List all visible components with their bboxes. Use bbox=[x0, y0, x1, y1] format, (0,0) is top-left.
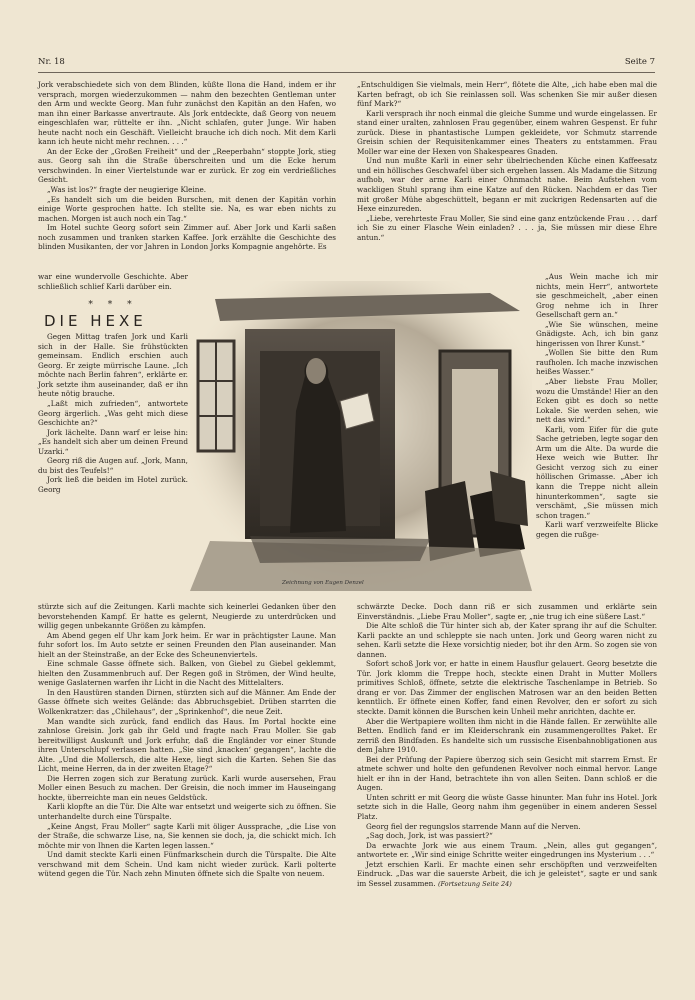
paragraph: „Es handelt sich um die beiden Burschen, mit denen der Kapitän vorhin einige Worte gesprochen hatte. Ich stellte sie. Na, es war eben nichts zu machen. Morgen ist auch noch ein Tag.“ bbox=[38, 194, 336, 223]
paragraph bbox=[357, 860, 657, 890]
paragraph: „Wie Sie wünschen, meine Gnädigste. Ach, ich bin ganz hingerissen von Ihrer Kunst.“ bbox=[536, 319, 658, 348]
page-header bbox=[38, 57, 655, 71]
paragraph: Die Alte schloß die Tür hinter sich ab, der Kater sprang ihr auf die Schulter. Karli packte an und schleppte sie nach unten. Jork und Georg waren nicht zu sehen. Karli setzte die Hexe vorsichtig nieder, bot ihr den Arm. So zogen sie von dannen. bbox=[357, 621, 657, 659]
illustration-caption: Zeichnung von Eugen Denzel bbox=[282, 580, 364, 586]
floor-shadow bbox=[250, 536, 430, 563]
paragraph: war eine wundervolle Geschichte. Aber schließlich schlief Karli darüber ein. bbox=[38, 272, 188, 291]
paragraph: Im Hotel suchte Georg sofort sein Zimmer auf. Aber Jork und Karli saßen noch zusammen und tranken starken Kaffee. Jork erzählte die Geschichte des blinden Musikanten, der vor Jahren in London Jorks Kompagnie angehörte. Es bbox=[38, 223, 336, 252]
paragraph: Karli klopfte an die Tür. Die Alte war entsetzt und weigerte sich zu öffnen. Sie unterhandelte durch eine Türspalte. bbox=[38, 802, 336, 822]
paragraph: Aber die Wertpapiere wollten ihm nicht in die Hände fallen. Er zerwühlte alle Betten. Endlich fand er im Kleiderschrank ein zusammengerolltes Paket. Er zerriß den Bindfaden. Es handelte sich um russische Eisenbahnobligationen aus dem Jahre 1910. bbox=[357, 716, 657, 755]
paragraph: Jork ließ die beiden im Hotel zurück. Georg bbox=[38, 475, 188, 494]
paragraph: Georg riß die Augen auf. „Jork, Mann, du bist des Teufels!“ bbox=[38, 456, 188, 475]
paragraph: Jork lächelte. Dann warf er leise hin: „Es handelt sich aber um deinen Freund Uzarki.“ bbox=[38, 427, 188, 456]
paragraph: „Wollen Sie bitte den Rum raufholen. Ich mache inzwischen heißes Wasser.“ bbox=[536, 348, 658, 377]
paragraph: Georg fiel der regungslos starrende Mann auf die Nerven. bbox=[366, 821, 581, 831]
paragraph: Karli, vom Eifer für die gute Sache getrieben, legte sogar den Arm um die Alte. Da wurde die Hexe weich wie Butter. Ihr Gesicht verzog sich zu einer höllischen Grimasse. „Aber ich kann die Treppe nicht allein hinunterkommen“, sagte sie verschämt, „Sie müssen mich schon tragen.“ bbox=[536, 424, 658, 520]
paragraph: Da erwachte Jork wie aus einem Traum. „Nein, alles gut gegangen“, antwortete er. „Wir sind einige Schritte weiter eingedrungen ins Mysterium . . .“ bbox=[357, 840, 657, 860]
paragraph: „Aus Wein mache ich mir nichts, mein Herr“, antwortete sie geschmeichelt, „aber einen Grog nehme ich in Ihrer Gesellschaft gern an.“ bbox=[536, 272, 658, 320]
paragraph: Jork verabschiedete sich von dem Blinden, küßte Ilona die Hand, indem er ihr versprach, morgen wiederzukommen — nahm den bezechten Gentleman unter den Arm und weckte Georg. Man fuhr zunächst den Kapitän an den Hafen, wo man ihn einer Barkasse anvertraute. Als Jork entdeckte, daß Georg von neuem eingeschlafen war, rüttelte er ihn. „Nicht schlafen, guter Junge. Wir haben heute nacht noch ein Geschäft. Vielleicht brauche ich dich noch. Mit dem Karli kann ich heute nicht mehr rechnen. . . .“ bbox=[38, 80, 336, 147]
section-divider: * * * bbox=[88, 300, 138, 311]
section-heading: DIE HEXE bbox=[44, 311, 147, 330]
page-number: Seite 7 bbox=[624, 57, 655, 67]
paragraph: „Laßt mich zufrieden“, antwortete Georg ärgerlich. „Was geht mich diese Geschichte an?“ bbox=[38, 399, 188, 428]
paragraph: Und nun mußte Karli in einer sehr übelriechenden Küche einen Kaffeesatz und ein höllisches Geschwafel über sich ergehen lassen. Als Madame die Sitzung aufhob, war der arme Karli einer Ohnmacht nahe. Beim Aufstehen vom wackligen Stuhl sprang ihm eine Katze auf den Rücken. Nachdem er das Tier mit großer Mühe abgeschüttelt, begann er mit zuckrigen Redensarten auf die Hexe einzureden. bbox=[357, 156, 657, 214]
continuation-note: (Fortsetzung Seite 24) bbox=[437, 879, 512, 888]
header-rule bbox=[38, 72, 655, 73]
right-column-bottom bbox=[357, 602, 657, 889]
paragraph: „Entschuldigen Sie vielmals, mein Herr“, flötete die Alte, „ich habe eben mal die Karten befragt, ob ich Sie reinlassen soll. Was schenken Sie mir außer diesen fünf Mark?“ bbox=[357, 80, 657, 109]
left-column-middle bbox=[38, 272, 188, 494]
paragraph: „Aber liebste Frau Moller, wozu die Umstände! Hier an den Ecken gibt es doch so nette Lokale. Sie werden sehen, wie nett das wird.“ bbox=[536, 377, 658, 425]
paragraph: Am Abend gegen elf Uhr kam Jork heim. Er war in prächtigster Laune. Man fuhr sofort los. Im Auto setzte er seinen Freunden den Plan auseinander. Man hielt an der Steinstraße, an der Ecke des Scheunenviertels. bbox=[38, 630, 336, 659]
paragraph: Karli versprach ihr noch einmal die gleiche Summe und wurde eingelassen. Er stand einer uralten, zahnlosen Frau gegenüber, einem wahren Gespenst. Er fuhr zurück. Diese in phantastische Lumpen gekleidete, vor Schmutz starrende Greisin schien der Requisitenkammer eines Theaters zu entstammen. Frau Moller war eine der Hexen von Shakespeares Gnaden. bbox=[357, 108, 657, 156]
paragraph: „Keine Angst, Frau Moller“ sagte Karli mit öliger Aussprache, „die Lise von der Straße, die schwarze Lise, na, Sie kennen sie doch, ja, die schickt mich. Ich möchte mir von Ihnen die Karten legen lassen.“ bbox=[38, 821, 336, 850]
paragraph: schwärzte Decke. Doch dann riß er sich zusammen und erklärte sein Einverständnis. „Liebe Frau Moller“, sagte er, „nie trug ich eine süßere Last.“ bbox=[357, 602, 657, 621]
paragraph: Sofort schoß Jork vor, er hatte in einem Hausflur gelauert. Georg besetzte die Tür. Jork klomm die Treppe hoch, steckte einen Draht in Mutter Mollers primitives Schloß, öffnete, setzte die elektrische Taschenlampe in Betrieb. So drang er vor. Das Zimmer der englischen Matrosen war an den beiden Betten kenntlich. Er öffnete einen Koffer, fand einen Revolver, den er sofort zu sich steckte. Damit können die Burschen kein Unheil mehr anrichten, dachte er. bbox=[357, 659, 657, 717]
paragraph-text: Jetzt erschien Karli. Er machte einen sehr erschöpften und verzweifelten Eindruck. „Das war die sauerste Arbeit, die ich je geleistet“, sagte er und sank im Sessel zusammen. bbox=[357, 859, 657, 888]
paragraph: Gegen Mittag trafen Jork und Karli sich in der Halle. Sie frühstückten gemeinsam. Endlich erschien auch Georg. Er zeigte mürrische Laune. „Ich möchte nach Berlin fahren“, erklärte er. Jork setzte ihm auseinander, daß er ihn heute nötig brauche. bbox=[38, 332, 188, 399]
paragraph: „Was ist los?“ fragte der neugierige Kleine. bbox=[47, 185, 207, 195]
left-column-bottom bbox=[38, 602, 336, 879]
right-column-top bbox=[357, 80, 657, 242]
right-column-middle bbox=[536, 272, 658, 539]
paragraph: Bei der Prüfung der Papiere überzog sich sein Gesicht mit starrem Ernst. Er atmete schwer und holte den gefundenen Revolver noch einmal hervor. Lange hielt er ihn in der Hand, betrachtete ihn von allen Seiten. Dann schloß er die Augen. bbox=[357, 754, 657, 793]
issue-number: Nr. 18 bbox=[38, 57, 65, 67]
paragraph: Unten schritt er mit Georg die wüste Gasse hinunter. Man fuhr ins Hotel. Jork setzte sich in die Halle, Georg nahm ihm gegenüber in einem anderen Sessel Platz. bbox=[357, 792, 657, 822]
paragraph: „Liebe, verehrteste Frau Moller, Sie sind eine ganz entzückende Frau . . . darf ich Sie zu einer Flasche Wein einladen? . . . ja, Sie müssen mir diese Ehre antun.“ bbox=[357, 213, 657, 242]
paragraph: stürzte sich auf die Zeitungen. Karli machte sich keinerlei Gedanken über den bevorstehenden Kampf. Er hatte es gelernt, Neugierde zu unterdrücken und willig gegen unbekannte Größen zu kämpfen. bbox=[38, 602, 336, 631]
paragraph: Und damit steckte Karli einen Fünfmarkschein durch die Türspalte. Die Alte verschwand mit dem Schein. Und kam nicht wieder zurück. Karli polterte wütend gegen die Tür. Nach zehn Minuten öffnete sich die Spalte von neuem. bbox=[38, 850, 336, 879]
paragraph: In den Haustüren standen Dirnen, stürzten sich auf die Männer. Am Ende der Gasse öffnete sich weites Gelände: das Abbruchsgebiet. Drüben starrten die Wolkenkratzer: das „Chilehaus“, der „Sprinkenhof“, die neue Zeit. bbox=[38, 687, 336, 717]
paragraph: Eine schmale Gasse öffnete sich. Balken, von Giebel zu Giebel geklemmt, hielten den Zusammenbruch auf. Der Regen goß in Strömen, der Wind heulte, wenige Gaslaternen warfen ihr Licht in die Nacht des Mittelalters. bbox=[38, 659, 336, 688]
paragraph: An der Ecke der „Großen Freiheit“ und der „Reeperbahn“ stoppte Jork, stieg aus. Georg sah ihn die Straße überschreiten und um die Ecke herum verschwinden. In einer Viertelstunde war er zurück. Er zog ein verdrießliches Gesicht. bbox=[38, 146, 336, 185]
paragraph: Die Herren zogen sich zur Beratung zurück. Karli wurde ausersehen, Frau Moller einen Besuch zu machen. Der Greisin, die noch immer im Hauseingang hockte, überreichte man ein neues Geldstück. bbox=[38, 773, 336, 802]
witch-scene-illustration bbox=[190, 281, 532, 591]
paragraph: Karli warf verzweifelte Blicke gegen die rußge- bbox=[536, 520, 658, 539]
figure-head bbox=[306, 358, 326, 384]
paragraph: Man wandte sich zurück, fand endlich das Haus. Im Portal hockte eine zahnlose Greisin. Jork gab ihr Geld und fragte nach Frau Moller. Sie gab bereitwilligst Auskunft und Jork erfuhr, daß die Engländer vor einer Stunde ihren Unterschlupf verlassen hatten. „Sie sind ‚knacken‘ gegangen“, lachte die Alte. „Und die Mollersch, die alte Hexe, liegt sich die Karten. Sehen Sie das Licht, meine Herren, da in der zweiten Etage?“ bbox=[38, 716, 336, 774]
left-column-top bbox=[38, 80, 336, 252]
paragraph: „Sag doch, Jork, ist was passiert?“ bbox=[366, 831, 493, 841]
